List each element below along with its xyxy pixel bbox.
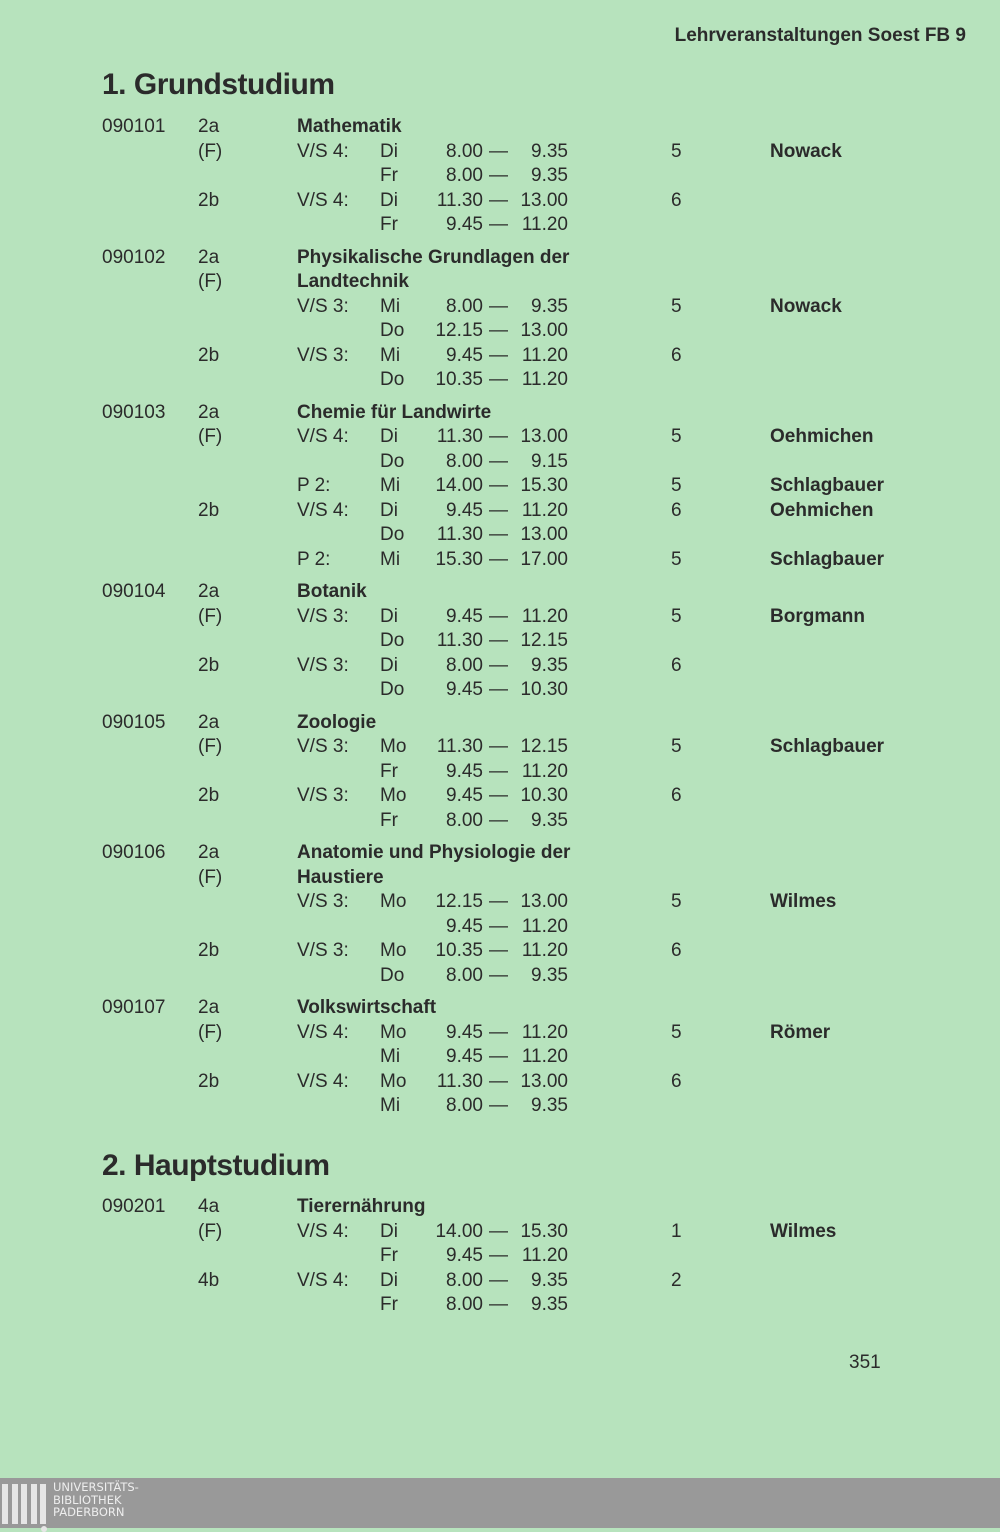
course-type: V/S 4: — [297, 1220, 349, 1242]
time-from: 9.45 — [446, 1021, 483, 1043]
course-entry — [0, 996, 1000, 1119]
schedule-line — [0, 1244, 1000, 1269]
course-code: 090107 — [102, 997, 166, 1018]
time-from: 12.15 — [435, 891, 483, 912]
time-from: 11.30 — [436, 189, 483, 211]
time-dash: — — [489, 165, 508, 186]
time-to: 11.20 — [521, 344, 568, 366]
weekday: Di — [380, 140, 398, 162]
semester: 2a — [198, 711, 220, 733]
course-code: 090101 — [102, 116, 166, 137]
course-title: Chemie für Landwirte — [297, 401, 492, 423]
time-to: 11.20 — [521, 214, 568, 235]
schedule-line — [0, 629, 1000, 654]
weekday: Mo — [380, 940, 407, 961]
schedule-line — [0, 1045, 1000, 1070]
weekday: Di — [380, 1220, 398, 1242]
library-name — [53, 1481, 139, 1519]
time-from: 15.30 — [435, 548, 483, 570]
schedule-line — [0, 605, 1000, 630]
schedule-line — [0, 1021, 1000, 1046]
schedule-line — [0, 164, 1000, 189]
course-title: Haustiere — [297, 866, 384, 888]
schedule-line — [0, 115, 1000, 140]
time-to: 11.20 — [521, 605, 568, 627]
weekday: Di — [380, 189, 398, 211]
lecturer: Römer — [770, 1021, 831, 1043]
schedule-line — [0, 246, 1000, 271]
time-from: 9.45 — [446, 344, 483, 366]
time-dash: — — [489, 1269, 508, 1291]
library-footer — [0, 1478, 1000, 1528]
weekday: Do — [380, 679, 405, 700]
time-to: 13.00 — [520, 524, 568, 545]
course-title: Anatomie und Physiologie der — [297, 842, 571, 863]
schedule-line — [0, 939, 1000, 964]
semester: 2b — [198, 189, 220, 211]
group-number: 5 — [671, 605, 682, 627]
time-to: 13.00 — [520, 426, 568, 447]
time-dash: — — [489, 785, 508, 806]
time-from: 14.00 — [435, 1220, 483, 1242]
course-type: V/S 4: — [297, 1021, 349, 1043]
weekday: Di — [380, 605, 398, 627]
time-to: 9.35 — [531, 1095, 568, 1116]
time-from: 9.45 — [446, 1046, 483, 1067]
weekday: Do — [380, 320, 405, 341]
lecturer: Nowack — [770, 295, 842, 317]
group-number: 2 — [671, 1269, 682, 1291]
semester: 2b — [198, 785, 220, 806]
time-dash: — — [489, 605, 508, 627]
time-dash: — — [489, 1070, 508, 1092]
course-type: V/S 3: — [297, 295, 349, 317]
time-from: 8.00 — [446, 295, 483, 317]
course-entry — [0, 401, 1000, 573]
schedule-line — [0, 319, 1000, 344]
course-type: V/S 4: — [297, 499, 349, 521]
course-type: V/S 3: — [297, 344, 349, 366]
time-from: 8.00 — [446, 654, 483, 676]
course-entry — [0, 1195, 1000, 1318]
lecturer: Wilmes — [770, 891, 837, 912]
course-type: V/S 4: — [297, 189, 349, 211]
schedule-line — [0, 425, 1000, 450]
weekday: Di — [380, 499, 398, 521]
time-to: 12.15 — [520, 736, 568, 757]
time-from: 9.45 — [446, 760, 483, 782]
weekday: Di — [380, 426, 398, 447]
group-number: 5 — [671, 475, 682, 496]
time-to: 13.00 — [520, 320, 568, 341]
semester: (F) — [198, 866, 223, 888]
course-code: 090201 — [102, 1196, 166, 1217]
time-from: 8.00 — [446, 1095, 483, 1116]
section-title-grundstudium: 1. Grundstudium — [102, 68, 335, 101]
time-dash: — — [489, 654, 508, 676]
time-dash: — — [489, 1046, 508, 1067]
time-from: 10.35 — [435, 369, 483, 390]
semester: 2a — [198, 581, 220, 602]
schedule-line — [0, 711, 1000, 736]
time-dash: — — [489, 320, 508, 341]
schedule-line — [0, 580, 1000, 605]
semester: (F) — [198, 1220, 223, 1242]
course-code: 090102 — [102, 246, 166, 268]
course-type: V/S 3: — [297, 785, 349, 806]
time-from: 12.15 — [435, 320, 483, 341]
weekday: Mi — [380, 475, 401, 496]
weekday: Mo — [380, 736, 407, 757]
semester: (F) — [198, 271, 223, 292]
time-to: 11.20 — [521, 1046, 568, 1067]
semester: 2b — [198, 940, 220, 961]
time-to: 10.30 — [520, 679, 568, 700]
semester: (F) — [198, 605, 223, 627]
lecturer: Schlagbauer — [770, 548, 885, 570]
course-type: V/S 3: — [297, 891, 349, 912]
weekday: Mo — [380, 891, 407, 912]
weekday: Fr — [380, 760, 398, 782]
time-from: 8.00 — [446, 964, 483, 986]
course-entry — [0, 246, 1000, 393]
semester: 2b — [198, 654, 220, 676]
group-number: 6 — [671, 344, 682, 366]
schedule-line — [0, 996, 1000, 1021]
time-to: 11.20 — [521, 1021, 568, 1043]
time-to: 9.15 — [531, 450, 568, 472]
schedule-line — [0, 450, 1000, 475]
schedule-line — [0, 1293, 1000, 1318]
schedule-line — [0, 270, 1000, 295]
group-number: 5 — [671, 295, 682, 317]
course-code: 090103 — [102, 401, 166, 423]
schedule-line — [0, 474, 1000, 499]
course-type: V/S 3: — [297, 605, 349, 627]
course-title: Zoologie — [297, 711, 377, 733]
time-from: 14.00 — [435, 475, 483, 496]
time-to: 11.20 — [521, 369, 568, 390]
semester: 2a — [198, 116, 220, 137]
course-type: P 2: — [297, 548, 331, 570]
weekday: Fr — [380, 809, 398, 831]
group-number: 5 — [671, 1021, 682, 1043]
time-to: 17.00 — [520, 548, 568, 570]
course-type: V/S 4: — [297, 140, 349, 162]
course-entry — [0, 841, 1000, 988]
time-to: 9.35 — [531, 140, 568, 162]
time-dash: — — [489, 679, 508, 700]
group-number: 5 — [671, 140, 682, 162]
time-dash: — — [489, 426, 508, 447]
lecturer: Nowack — [770, 140, 842, 162]
semester: 2a — [198, 246, 220, 268]
lecturer: Oehmichen — [770, 499, 874, 521]
schedule-line — [0, 809, 1000, 834]
group-number: 5 — [671, 548, 682, 570]
time-to: 15.30 — [520, 475, 568, 496]
time-to: 9.35 — [531, 1294, 568, 1315]
time-to: 9.35 — [531, 1269, 568, 1291]
course-entry — [0, 580, 1000, 703]
group-number: 6 — [671, 189, 682, 211]
course-type: V/S 3: — [297, 736, 349, 757]
weekday: Fr — [380, 1294, 398, 1315]
schedule-line — [0, 784, 1000, 809]
schedule-line — [0, 344, 1000, 369]
weekday: Mi — [380, 1095, 401, 1116]
schedule-line — [0, 213, 1000, 238]
time-to: 13.00 — [520, 1070, 568, 1092]
time-from: 8.00 — [446, 165, 483, 186]
semester: 4b — [198, 1269, 220, 1291]
course-type: P 2: — [297, 475, 331, 496]
group-number: 1 — [671, 1220, 682, 1242]
time-dash: — — [489, 915, 508, 937]
course-list-grundstudium — [0, 115, 1000, 1127]
time-dash: — — [489, 450, 508, 472]
group-number: 5 — [671, 426, 682, 447]
weekday: Do — [380, 450, 405, 472]
time-dash: — — [489, 630, 508, 651]
time-dash: — — [489, 940, 508, 961]
semester: (F) — [198, 426, 223, 447]
group-number: 6 — [671, 940, 682, 961]
time-to: 11.20 — [521, 915, 568, 937]
time-from: 11.30 — [436, 736, 483, 757]
lecturer: Schlagbauer — [770, 736, 885, 757]
time-dash: — — [489, 891, 508, 912]
course-entry — [0, 115, 1000, 238]
schedule-line — [0, 654, 1000, 679]
course-code: 090106 — [102, 842, 166, 863]
schedule-line — [0, 841, 1000, 866]
time-dash: — — [489, 499, 508, 521]
schedule-line — [0, 760, 1000, 785]
lecturer: Schlagbauer — [770, 475, 885, 496]
semester: 2b — [198, 344, 220, 366]
time-from: 11.30 — [436, 630, 483, 651]
semester: 2b — [198, 499, 220, 521]
lecturer: Oehmichen — [770, 426, 874, 447]
semester: 2b — [198, 1070, 220, 1092]
group-number: 5 — [671, 891, 682, 912]
time-to: 9.35 — [531, 964, 568, 986]
course-title: Landtechnik — [297, 271, 409, 292]
schedule-line — [0, 189, 1000, 214]
time-dash: — — [489, 1245, 508, 1266]
schedule-line — [0, 499, 1000, 524]
time-to: 13.00 — [520, 891, 568, 912]
time-from: 8.00 — [446, 450, 483, 472]
time-from: 10.35 — [435, 940, 483, 961]
time-from: 9.45 — [446, 679, 483, 700]
time-dash: — — [489, 369, 508, 390]
running-header: Lehrveranstaltungen Soest FB 9 — [674, 25, 966, 46]
weekday: Mi — [380, 548, 401, 570]
semester: (F) — [198, 140, 223, 162]
section-title-hauptstudium: 2. Hauptstudium — [102, 1149, 330, 1182]
group-number: 6 — [671, 499, 682, 521]
semester: 2a — [198, 997, 220, 1018]
library-name-line: UNIVERSITÄTS- — [53, 1480, 139, 1494]
schedule-line — [0, 368, 1000, 393]
schedule-line — [0, 295, 1000, 320]
time-dash: — — [489, 214, 508, 235]
time-from: 9.45 — [446, 1245, 483, 1266]
time-to: 9.35 — [531, 809, 568, 831]
course-list-hauptstudium — [0, 1195, 1000, 1326]
semester: 2a — [198, 401, 220, 423]
time-to: 10.30 — [520, 785, 568, 806]
schedule-line — [0, 735, 1000, 760]
time-dash: — — [489, 1294, 508, 1315]
time-from: 8.00 — [446, 1294, 483, 1315]
time-to: 13.00 — [520, 189, 568, 211]
time-dash: — — [489, 524, 508, 545]
weekday: Fr — [380, 1245, 398, 1266]
weekday: Do — [380, 964, 405, 986]
time-to: 9.35 — [531, 295, 568, 317]
time-dash: — — [489, 1095, 508, 1116]
course-title: Mathematik — [297, 116, 402, 137]
schedule-line — [0, 548, 1000, 573]
course-entry — [0, 711, 1000, 834]
schedule-line — [0, 915, 1000, 940]
time-from: 8.00 — [446, 1269, 483, 1291]
page-number: 351 — [849, 1352, 881, 1373]
schedule-line — [0, 1220, 1000, 1245]
weekday: Di — [380, 1269, 398, 1291]
course-type: V/S 3: — [297, 940, 349, 961]
time-dash: — — [489, 1220, 508, 1242]
course-title: Physikalische Grundlagen der — [297, 246, 570, 268]
schedule-line — [0, 140, 1000, 165]
time-from: 9.45 — [446, 785, 483, 806]
time-dash: — — [489, 140, 508, 162]
schedule-line — [0, 890, 1000, 915]
weekday: Do — [380, 369, 405, 390]
time-to: 11.20 — [521, 760, 568, 782]
time-dash: — — [489, 295, 508, 317]
time-dash: — — [489, 548, 508, 570]
time-from: 11.30 — [436, 426, 483, 447]
time-to: 15.30 — [520, 1220, 568, 1242]
group-number: 6 — [671, 654, 682, 676]
time-to: 11.20 — [521, 940, 568, 961]
schedule-line — [0, 1070, 1000, 1095]
library-name-line: BIBLIOTHEK — [53, 1492, 122, 1507]
time-from: 9.45 — [446, 915, 483, 937]
course-code: 090105 — [102, 711, 166, 733]
weekday: Di — [380, 654, 398, 676]
time-from: 9.45 — [446, 214, 483, 235]
course-type: V/S 4: — [297, 1070, 349, 1092]
semester: (F) — [198, 736, 223, 757]
weekday: Mi — [380, 344, 401, 366]
time-to: 12.15 — [520, 630, 568, 651]
time-from: 9.45 — [446, 605, 483, 627]
course-type: V/S 3: — [297, 654, 349, 676]
time-dash: — — [489, 344, 508, 366]
time-dash: — — [489, 736, 508, 757]
semester: 2a — [198, 842, 220, 863]
weekday: Mi — [380, 295, 401, 317]
time-from: 8.00 — [446, 809, 483, 831]
weekday: Mo — [380, 1070, 407, 1092]
time-to: 9.35 — [531, 165, 568, 186]
time-dash: — — [489, 189, 508, 211]
time-to: 9.35 — [531, 654, 568, 676]
lecturer: Wilmes — [770, 1220, 837, 1242]
course-title: Botanik — [297, 581, 367, 602]
weekday: Mi — [380, 1046, 401, 1067]
time-from: 8.00 — [446, 140, 483, 162]
weekday: Fr — [380, 165, 398, 186]
schedule-line — [0, 1269, 1000, 1294]
group-number: 6 — [671, 785, 682, 806]
schedule-line — [0, 1195, 1000, 1220]
weekday: Mo — [380, 785, 407, 806]
time-dash: — — [489, 1021, 508, 1043]
time-from: 11.30 — [436, 524, 483, 545]
course-type: V/S 4: — [297, 1269, 349, 1291]
time-to: 11.20 — [521, 499, 568, 521]
course-type: V/S 4: — [297, 426, 349, 447]
course-code: 090104 — [102, 581, 166, 602]
course-title: Tierernährung — [297, 1196, 426, 1217]
weekday: Mo — [380, 1021, 407, 1043]
time-from: 9.45 — [446, 499, 483, 521]
schedule-line — [0, 401, 1000, 426]
time-dash: — — [489, 809, 508, 831]
semester: 4a — [198, 1196, 220, 1217]
time-dash: — — [489, 964, 508, 986]
lecturer: Borgmann — [770, 605, 865, 627]
time-from: 11.30 — [436, 1070, 483, 1092]
time-dash: — — [489, 760, 508, 782]
semester: (F) — [198, 1021, 223, 1043]
time-to: 11.20 — [521, 1245, 568, 1266]
time-dash: — — [489, 475, 508, 496]
weekday: Do — [380, 524, 405, 545]
library-name-line: PADERBORN — [53, 1505, 125, 1519]
schedule-line — [0, 523, 1000, 548]
group-number: 5 — [671, 736, 682, 757]
weekday: Fr — [380, 214, 398, 235]
schedule-line — [0, 964, 1000, 989]
schedule-line — [0, 866, 1000, 891]
course-title: Volkswirtschaft — [297, 997, 437, 1018]
weekday: Do — [380, 630, 405, 651]
schedule-line — [0, 1094, 1000, 1119]
schedule-line — [0, 678, 1000, 703]
group-number: 6 — [671, 1070, 682, 1092]
